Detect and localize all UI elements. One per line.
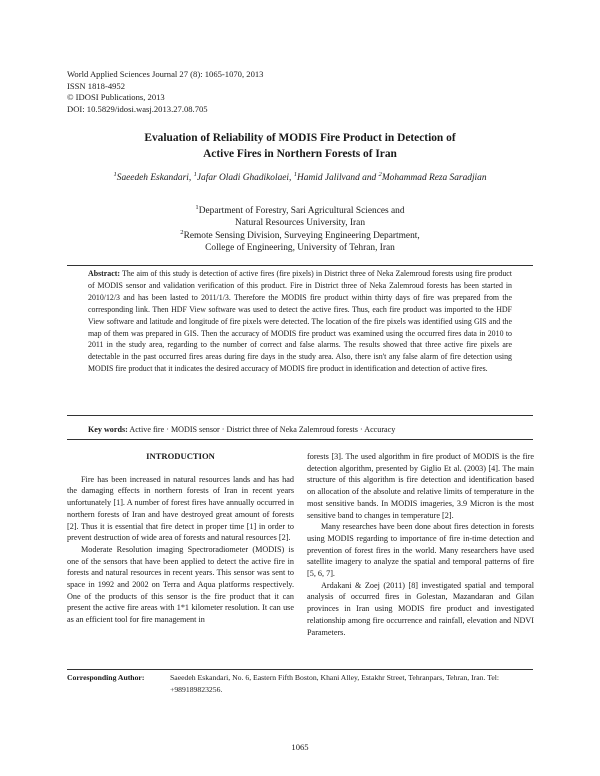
left-column [67,451,294,626]
journal-citation: World Applied Sciences Journal 27 (8): 1065-1070, 2013 [67,69,264,79]
abstract-text: The aim of this study is detection of active fires (fire pixels) in District three of Neka Zalemroud forests using fire product of MODIS sensor and validation verification of this product. Fire in District three of Neka Zalemroud forests has been started in 2010/12/3 and has been lasted to 2011/1/3. Therefore the MODIS fire product within thirty days of fire was prepared from the corresponding link. Then HDF View software was used to detect the active fires. Thus, each fire product was imported to the HDF View software and latitude and longitude of fire pixels were detected. The location of the fire pixels was identified using GIS and the map of them was prepared in GIS. Then the accuracy of MODIS fire product was examined using the occurred fires data in 2010 to 2011 in the study area, regarding to the number of correct and false alarms. The results showed that three active fire pixels are detectable in the past occurred fires areas during fire days in the study area. Also, there isn't any false alarm of fire detection using MODIS fire product that it indicates the desired accuracy of MODIS fire product in identification and detection of active fires. [88,269,512,374]
author-list [60,170,540,183]
title-line-1: Evaluation of Reliability of MODIS Fire Product in Detection of [144,132,456,144]
right-column [307,451,534,638]
affiliation-1 [60,205,540,217]
affiliation-2-line-2: College of Engineering, University of Tehran, Iran [205,243,395,254]
author-2: Jafar Oladi Ghadikolaei, [196,173,294,183]
keywords-label: Key words: [88,425,128,434]
author-4-affil: 2 [378,170,382,178]
author-3: Hamid Jalilvand and [297,173,379,183]
abstract-label: Abstract: [88,269,120,278]
author-3-affil: 1 [293,170,298,178]
introduction-heading: INTRODUCTION [146,451,215,461]
affiliations [60,205,540,255]
affiliation-1-num: 1 [195,203,199,211]
journal-doi: DOI: 10.5829/idosi.wasj.2013.27.08.705 [67,103,208,114]
author-2-affil: 1 [193,170,197,178]
author-1-affil: 1 [113,170,117,178]
intro-paragraph-2: Moderate Resolution imaging Spectroradiometer (MODIS) is one of the sensors that have been applied to detect the active fire in forests and natural resources in recent years. This sensor was sent to space in 1992 and 2002 on Terra and Aqua platforms respectively. One of the products of this sensor is the fire product that it can present the active fire areas with 1*1 kilometer resolution. It can use as an efficient tool for fire management in [67,544,294,625]
affiliation-1-line-2: Natural Resources University, Iran [234,218,366,229]
abstract-top-rule [67,265,533,266]
intro-paragraph-5: Ardakani & Zoej (2011) [8] investigated spatial and temporal analysis of occurred fires in Golestan, Mazandaran and Gilan provinces in Iran using MODIS fire product and investigated relationship among fire occurrence and rainfall, elevation and NDVI Parameters. [307,580,534,637]
author-1: Saeedeh Eskandari, [116,173,194,183]
corresponding-author-details: Saeedeh Eskandari, No. 6, Eastern Fifth Boston, Khani Alley, Estakhr Street, Tehranpars, Tehran, Iran. Tel: +989189823256. [170,673,500,694]
intro-paragraph-4: Many researches have been done about fires detection in forests using MODIS regarding to importance of fire in-time detection and prevention of forest fires in the world. Many researchers have used satellite imagery to analyze the spatial and temporal patterns of fire [5, 6, 7]. [307,522,534,579]
page-number: 1065 [291,742,309,752]
affiliation-2-line-1: Remote Sensing Division, Surveying Engineering Department, [183,230,420,241]
journal-issn: ISSN 1818-4952 [67,80,126,91]
affiliation-2 [60,230,540,242]
author-4: Mohammad Reza Saradjian [381,173,487,183]
abstract-bottom-rule [67,415,533,416]
title-line-2: Active Fires in Northern Forests of Iran [203,148,397,160]
affiliation-2-num: 2 [180,228,184,236]
keywords-rule [67,439,533,440]
affiliation-1-line-1: Department of Forestry, Sari Agricultural Sciences and [198,206,405,216]
intro-paragraph-1: Fire has been increased in natural resources lands and has had the damaging effects in northern forests of Iran in recent years unfortunately [1]. A number of forest fires have annually occurred in northern forests of Iran and have destroyed great amount of forests [2]. Thus it is essential that fire detect in proper time [1] in order to prevent destruction of wide area of forests and natural resources [2]. [67,474,294,543]
abstract [88,268,512,375]
keywords-text: Active fire · MODIS sensor · District three of Neka Zalemroud forests · Accuracy [129,425,396,434]
journal-copyright: © IDOSI Publications, 2013 [67,92,165,103]
footnote-rule [67,669,533,670]
paper-title [60,130,540,162]
corresponding-author-label: Corresponding Author: [67,673,145,682]
keywords [88,425,512,434]
intro-paragraph-3: forests [3]. The used algorithm in fire product of MODIS is the fire detection algorithm, presented by Giglio Et al. (2003) [4]. The main structure of this algorithm is fire detection and identification based on allocation of the absolute and relative limits of temperature in the most sensitive bands. In MODIS imageries, 3.9 Micron is the most sensitive band to changes in temperature [2]. [307,452,534,520]
journal-header [67,69,263,115]
